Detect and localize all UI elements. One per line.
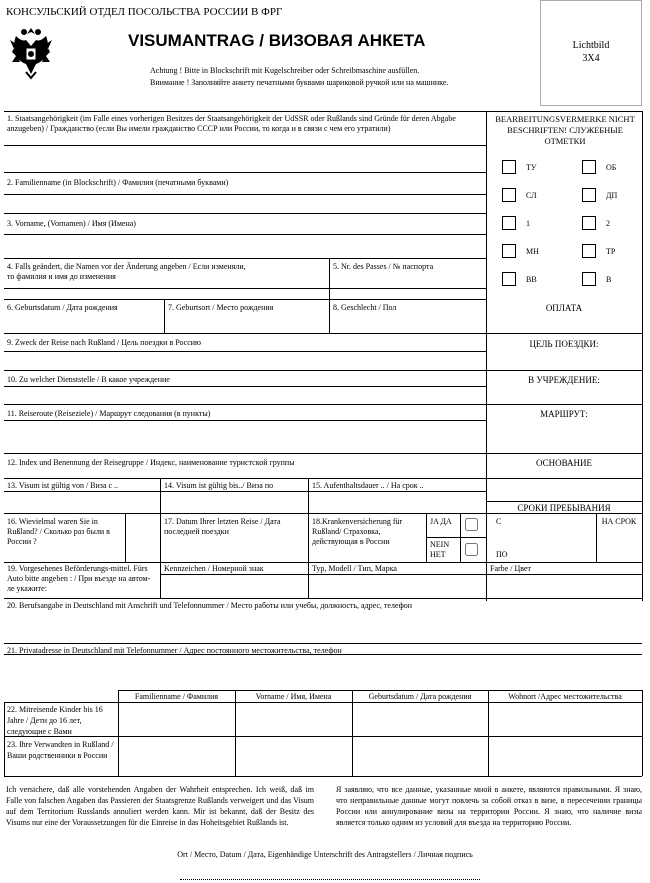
- form-title: VISUMANTRAG / ВИЗОВАЯ АНКЕТА: [128, 31, 426, 50]
- declaration-ru: Я заявляю, что все данные, указанные мной в анкете, являются правильными. Я знаю, что неправильные данные могут повлечь за собой отказ в визе, в пересечении границы России или аннулирование визы на территории России. Я знаю, что наличие визы является только одним из условий для въезда на территорию России.: [336, 785, 642, 827]
- check-box: [582, 216, 596, 230]
- official-from: С: [496, 517, 502, 526]
- car-color-input[interactable]: [488, 576, 644, 597]
- insurance-no-checkbox[interactable]: [465, 543, 478, 556]
- check-box: [502, 244, 516, 258]
- child-lastname-input[interactable]: [120, 704, 237, 735]
- check-label: В: [606, 275, 612, 284]
- field-12-group-label: 12. Index und Benennung der Reisegruppe / Индекс, наименование туристской группы: [7, 458, 295, 467]
- passport-number-input[interactable]: [331, 274, 487, 298]
- field-2-surname-label: 2. Familienname (in Blockschrift) / Фамилия (печатными буквами): [7, 178, 229, 187]
- field-22-children-label: 22. Mitreisende Kinder bis 16 Jahre / Дети до 16 лет, следующие с Вами: [7, 705, 103, 736]
- relative-lastname-input[interactable]: [120, 738, 237, 775]
- institution-input[interactable]: [6, 388, 486, 403]
- official-basis: ОСНОВАНИЕ: [535, 458, 593, 468]
- instruction-ru: Внимание ! Заполняйте анкету печатными буквами шариковой ручкой или на машинке.: [150, 78, 449, 87]
- plate-number-input[interactable]: [162, 576, 310, 597]
- previous-name-input[interactable]: [6, 288, 330, 298]
- relative-firstname-input[interactable]: [237, 738, 354, 775]
- insurance-yes-label: JA ДА: [430, 517, 452, 526]
- coat-of-arms-emblem: [8, 22, 54, 80]
- signature-line: [180, 879, 480, 880]
- field-3-firstname-label: 3. Vorname, (Vornamen) / Имя (Имена): [7, 219, 136, 228]
- field-15-stay-duration-label: 15. Aufenthaltsdauer .. / На срок ..: [312, 481, 424, 490]
- valid-to-input[interactable]: [162, 493, 310, 512]
- official-route: МАРШРУТ:: [540, 409, 588, 419]
- check-box: [582, 160, 596, 174]
- route-input[interactable]: [6, 422, 486, 452]
- field-19-transport-label: 19. Vorgesehenes Beförderungs-mittel. Fürs Auto bitte angeben : / При въезде на автом-ле укажите:: [7, 564, 151, 593]
- field-9-purpose-label: 9. Zweck der Reise nach Rußland / Цель поездки в Россию: [7, 338, 202, 347]
- relative-residence-input[interactable]: [490, 738, 644, 775]
- col-birthdate-header: Geburtsdatum / Дата рождения: [368, 692, 472, 701]
- field-14-valid-to-label: 14. Visum ist gültig bis../ Виза по: [164, 481, 274, 490]
- photo-label: Lichtbild: [572, 40, 610, 51]
- employment-input[interactable]: [6, 612, 644, 642]
- field-17-last-visit-label: 17. Datum Ihrer letzten Reise / Дата последней поездки: [164, 517, 281, 536]
- check-label: ОБ: [606, 163, 617, 172]
- field-19-model-label: Typ, Modell / Тип, Марка: [312, 564, 397, 573]
- sex-input[interactable]: [331, 314, 487, 332]
- stay-duration-input[interactable]: [310, 493, 488, 512]
- check-box: [582, 188, 596, 202]
- check-label: 1: [526, 219, 530, 228]
- check-box: [582, 244, 596, 258]
- check-label: МН: [526, 247, 539, 256]
- photo-size: 3X4: [582, 53, 600, 64]
- official-use-header: BEARBEITUNGSVERMERKE NICHT BESCHRIFTEN! СЛУЖЕБНЫЕ ОТМЕТКИ: [495, 114, 635, 146]
- child-residence-input[interactable]: [490, 704, 644, 735]
- citizenship-input[interactable]: [6, 147, 486, 171]
- field-4-previous-name-label: 4. Falls geändert, die Namen vor der Änderung angeben / Если изменяли, то фамилия и имя до изменения: [7, 262, 246, 281]
- check-label: СЛ: [526, 191, 537, 200]
- field-13-valid-from-label: 13. Visum ist gültig von / Виза с ..: [7, 481, 119, 490]
- visits-count-input[interactable]: [127, 515, 162, 561]
- field-21-address-label: 21. Privatadresse in Deutschland mit Telefonnummer / Адрес постоянного местожительства, телефон: [7, 646, 342, 655]
- check-box: [502, 272, 516, 286]
- field-8-sex-label: 8. Geschlecht / Пол: [333, 303, 397, 312]
- child-firstname-input[interactable]: [237, 704, 354, 735]
- last-visit-date-input[interactable]: [162, 540, 310, 561]
- check-box: [582, 272, 596, 286]
- field-16-visits-label: 16. Wievielmal waren Sie in Rußland? / Сколько раз были в России ?: [7, 517, 110, 546]
- official-payment: ОПЛАТА: [545, 303, 583, 313]
- official-purpose: ЦЕЛЬ ПОЕЗДКИ:: [529, 339, 599, 349]
- field-23-relatives-label: 23. Ihre Verwandten in Rußland / Ваши родственники в России: [7, 740, 114, 760]
- check-box: [502, 188, 516, 202]
- birthdate-input[interactable]: [6, 314, 166, 332]
- check-label: 2: [606, 219, 610, 228]
- check-box: [502, 216, 516, 230]
- field-11-route-label: 11. Reiseroute (Reiseziele) / Маршрут следования (в пункты): [7, 409, 211, 418]
- field-5-passport-label: 5. Nr. des Passes / № паспорта: [333, 262, 434, 271]
- insurance-no-label: NEIN НЕТ: [430, 540, 450, 559]
- check-label: ДП: [606, 191, 618, 200]
- field-7-birthplace-label: 7. Geburtsort / Место рождения: [168, 303, 274, 312]
- check-label: ВВ: [526, 275, 537, 284]
- official-institution: В УЧРЕЖДЕНИЕ:: [528, 375, 600, 385]
- insurance-yes-checkbox[interactable]: [465, 518, 478, 531]
- group-input[interactable]: [6, 470, 486, 477]
- home-address-input[interactable]: [6, 656, 644, 688]
- check-label: ТР: [606, 247, 616, 256]
- instruction-de: Achtung ! Bitte in Blockschrift mit Kugelschreiber oder Schreibmaschine ausfüllen.: [150, 66, 420, 75]
- field-19-plate-label: Kennzeichen / Номерной знак: [164, 564, 264, 573]
- field-10-institution-label: 10. Zu welcher Dienststelle / В какое учреждение: [7, 375, 170, 384]
- official-to: ПО: [496, 550, 508, 559]
- col-lastname-header: Familienname / Фамилия: [134, 692, 219, 701]
- official-stay-terms: СРОКИ ПРЕБЫВАНИЯ: [517, 503, 611, 513]
- relative-birthdate-input[interactable]: [354, 738, 490, 775]
- check-box: [502, 160, 516, 174]
- consulate-name: КОНСУЛЬСКИЙ ОТДЕЛ ПОСОЛЬСТВА РОССИИ В ФРГ: [6, 6, 283, 18]
- child-birthdate-input[interactable]: [354, 704, 490, 735]
- field-19-color-label: Farbe / Цвет: [490, 564, 531, 573]
- field-6-birthdate-label: 6. Geburtsdatum / Дата рождения: [7, 303, 118, 312]
- car-model-input[interactable]: [310, 576, 488, 597]
- field-1-citizenship-label: 1. Staatsangehörigkeit (im Falle eines vorherigen Besitzes der Staatsangehörigkeit der UdSSR oder Rußlands sind Gründe für deren Abgabe anzugeben) / Гражданство (если Вы имели гражданство СССР или России, то когда и в связи с чем его утратили): [7, 114, 456, 133]
- surname-input[interactable]: [6, 196, 486, 212]
- field-20-employment-label: 20. Berufsangabe in Deutschland mit Anschrift und Telefonnummer / Место работы или учебы, должность, адрес, телефон: [7, 601, 413, 610]
- official-for-term: НА СРОК: [601, 517, 637, 526]
- col-residence-header: Wohnort /Адрес местожительства: [508, 692, 622, 701]
- declaration-de: Ich versichere, daß alle vorstehenden Angaben der Wahrheit entsprechen. Ich weiß, daß im Falle von falschen Angaben das Passieren der Staatsgrenze Rußlands verweigert und das Visum auf dem Territorium Russlands annuliert werden kann. Mir ist bekannt, daß der Besitz des Visums nur eine der Voraussetzungen für die Einreise in das Hoheitsgebiet Rußlands ist.: [6, 785, 314, 827]
- firstname-input[interactable]: [6, 236, 486, 257]
- birthplace-input[interactable]: [166, 314, 331, 332]
- check-label: ТУ: [526, 163, 537, 172]
- col-firstname-header: Vorname / Имя, Имена: [255, 692, 332, 701]
- valid-from-input[interactable]: [6, 493, 162, 512]
- purpose-input[interactable]: [6, 353, 486, 369]
- field-18-insurance-label: 18.Krankenversicherung für Rußland/ Страховка, действующая в России: [312, 517, 403, 546]
- signature-line-label: Ort / Место, Datum / Дата, Eigenhändige Unterschrift des Antragstellers / Личная подпись: [177, 850, 473, 859]
